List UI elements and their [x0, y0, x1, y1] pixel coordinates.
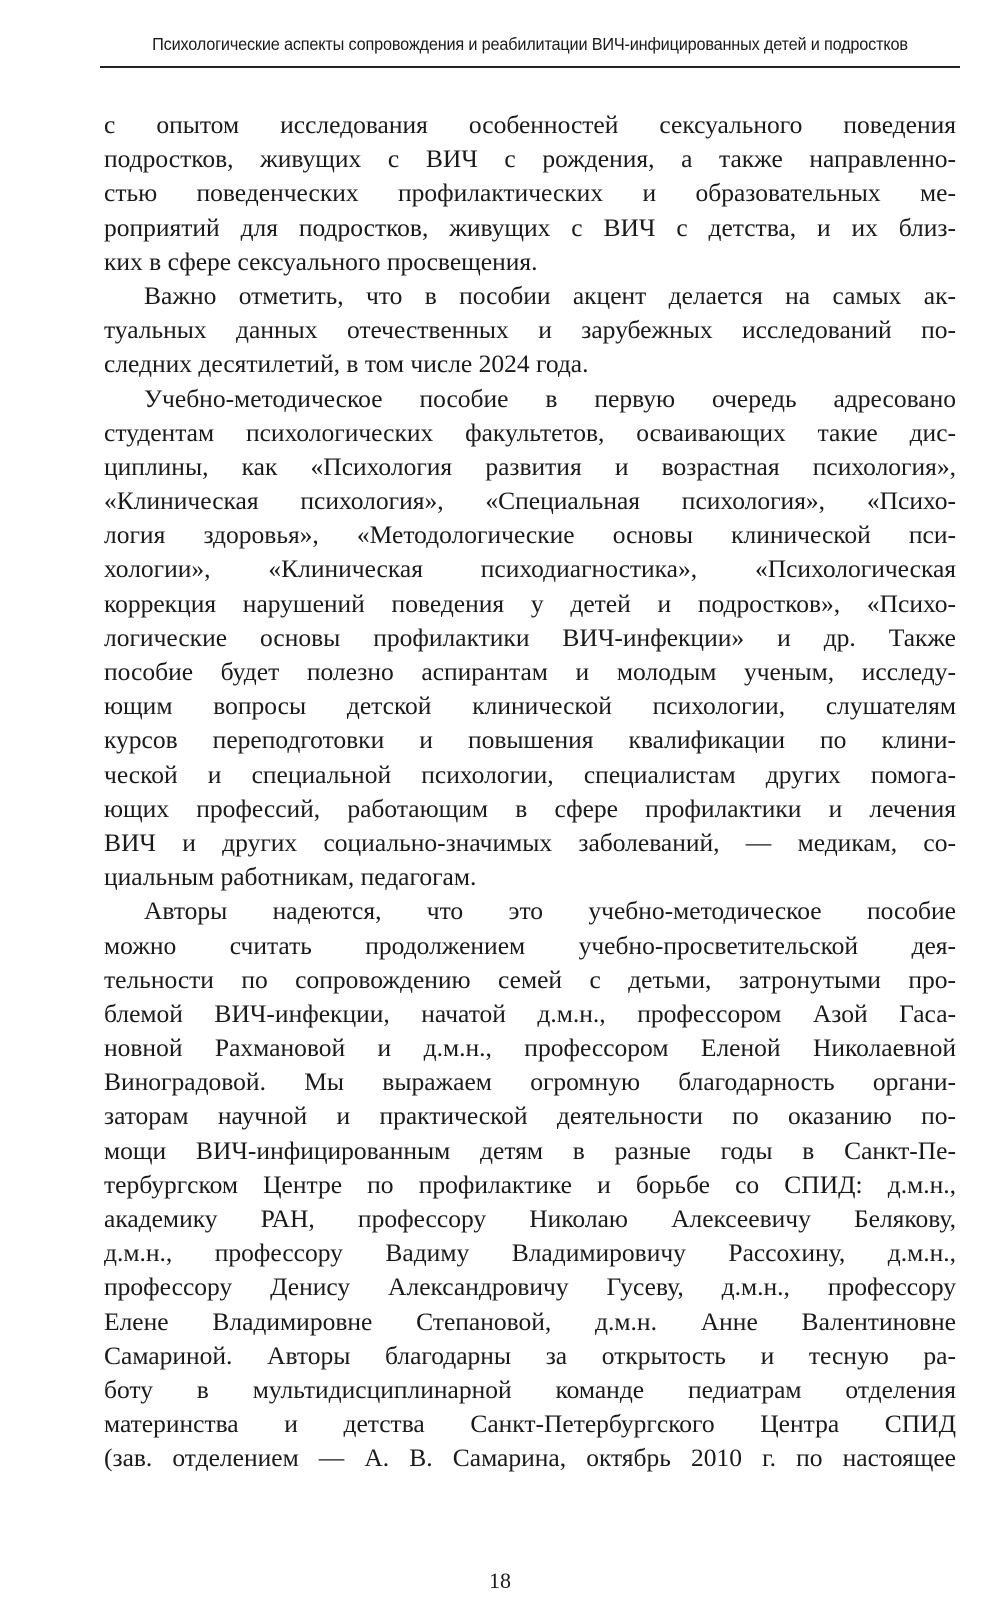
text-line: с опытом исследования особенностей сексуального поведения — [104, 110, 956, 139]
body-text — [104, 108, 956, 1476]
text-line: стью поведенческих профилактических и образовательных ме- — [104, 178, 956, 208]
text-line: коррекция нарушений поведения у детей и подростков», «Психо- — [104, 588, 956, 618]
text-line: туальных данных отечественных и зарубежных исследований по- — [104, 315, 956, 345]
text-line: «Клиническая психология», «Специальная психология», «Психо- — [104, 486, 956, 516]
text-line: Виноградовой. Мы выражаем огромную благодарность органи- — [104, 1067, 956, 1097]
text-line: студентам психологических факультетов, осваивающих такие дис- — [104, 417, 956, 447]
text-line: роприятий для подростков, живущих с ВИЧ с детства, и их близ- — [104, 212, 956, 242]
text-line: следних десятилетий, в том числе 2024 года. — [104, 349, 589, 379]
text-line: д.м.н., профессору Вадиму Владимировичу Рассохину, д.м.н., — [104, 1238, 956, 1268]
page-number: 18 — [489, 1568, 511, 1593]
text-line: боту в мультидисциплинарной команде педиатрам отделения — [104, 1374, 956, 1404]
paragraph-start-line: Учебно-методическое пособие в первую очередь адресовано — [144, 383, 956, 413]
text-line: ческой и специальной психологии, специалистам других помога- — [104, 759, 956, 789]
text-line: Самариной. Авторы благодарны за открытость и тесную ра- — [104, 1340, 956, 1370]
text-line: профессору Денису Александровичу Гусеву, д.м.н., профессору — [104, 1272, 956, 1302]
text-line: курсов переподготовки и повышения квалификации по клини- — [104, 725, 956, 755]
text-line: ющих профессий, работающим в сфере профилактики и лечения — [104, 793, 956, 823]
header-rule — [100, 66, 960, 68]
text-line: логические основы профилактики ВИЧ-инфекции» и др. Также — [104, 622, 956, 652]
text-line: (зав. отделением — А. В. Самарина, октябрь 2010 г. по настоящее — [104, 1443, 956, 1473]
text-line: циплины, как «Психология развития и возрастная психология», — [104, 451, 956, 481]
paragraph-start-line: Авторы надеются, что это учебно-методическое пособие — [144, 896, 956, 926]
text-line: подростков, живущих с ВИЧ с рождения, а также направленно- — [104, 144, 956, 174]
text-line: новной Рахмановой и д.м.н., профессором Еленой Николаевной — [104, 1033, 956, 1063]
text-line: академику РАН, профессору Николаю Алексеевичу Белякову, — [104, 1204, 956, 1233]
paragraph-start-line: Важно отметить, что в пособии акцент делается на самых ак- — [144, 280, 956, 310]
text-line: Елене Владимировне Степановой, д.м.н. Анне Валентиновне — [104, 1306, 956, 1336]
text-line: материнства и детства Санкт-Петербургского Центра СПИД — [104, 1409, 956, 1439]
text-line: логия здоровья», «Методологические основы клинической пси- — [104, 520, 956, 550]
text-line: хологии», «Клиническая психодиагностика», «Психологическая — [104, 554, 956, 584]
text-line: можно считать продолжением учебно-просветительской дея- — [104, 930, 956, 960]
running-header: Психологические аспекты сопровождения и реабилитации ВИЧ-инфицированных детей и подростков — [152, 34, 908, 54]
text-line: заторам научной и практической деятельности по оказанию по- — [104, 1101, 956, 1131]
text-line: блемой ВИЧ-инфекции, начатой д.м.н., профессором Азой Гаса- — [104, 998, 956, 1028]
text-line: циальным работникам, педагогам. — [104, 862, 477, 892]
text-line: мощи ВИЧ-инфицированным детям в разные годы в Санкт-Пе- — [104, 1135, 956, 1165]
text-line: тербургском Центре по профилактике и борьбе со СПИД: д.м.н., — [104, 1169, 956, 1199]
text-line: тельности по сопровождению семей с детьми, затронутыми про- — [104, 964, 956, 994]
text-line: ющим вопросы детской клинической психологии, слушателям — [104, 691, 956, 721]
text-line: ких в сфере сексуального просвещения. — [104, 246, 538, 276]
text-line: ВИЧ и других социально-значимых заболеваний, — медикам, со- — [104, 827, 956, 857]
text-line: пособие будет полезно аспирантам и молодым ученым, исследу- — [104, 657, 956, 686]
